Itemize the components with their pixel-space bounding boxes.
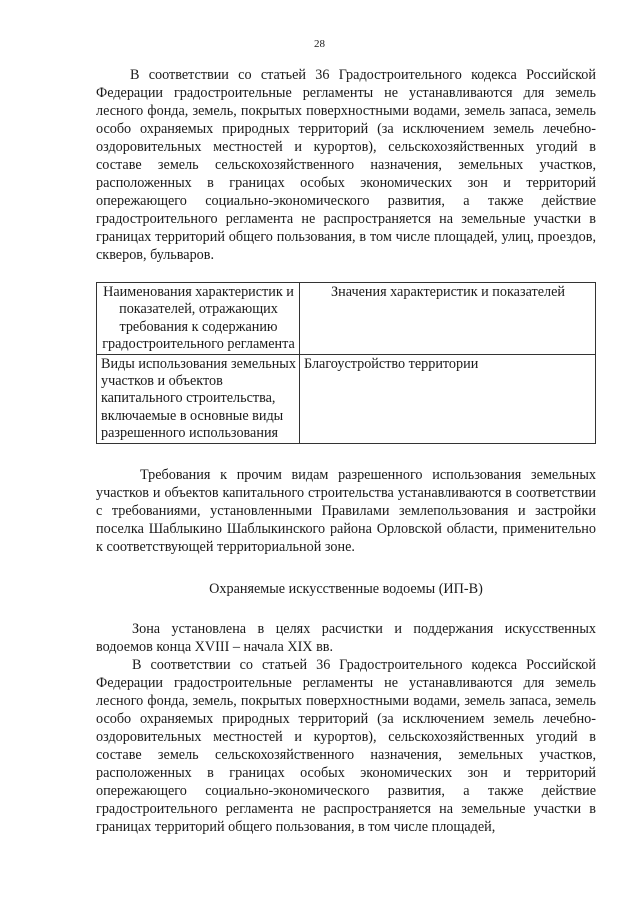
table-header-values: Значения характеристик и показателей [300, 283, 596, 355]
table-row [97, 354, 596, 443]
paragraph-zone-purpose: Зона установлена в целях расчистки и поддержания искусственных водоемов конца XVIII – начала XIX вв. [96, 620, 596, 655]
paragraph-urban-code-article-36: В соответствии со статьей 36 Градостроительного кодекса Российской Федерации градостроительные регламенты не устанавливаются для земель лесного фонда, земель, покрытых поверхностными водами, земель запаса, земель особо охраняемых природных территорий (за исключением земель лечебно-оздоровительных местностей и курортов), сельскохозяйственных угодий в составе земель сельскохозяйственного назначения, земельных участков, расположенных в границах особых экономических зон и территорий опережающего социально-экономического развития, а также действие градостроительного регламента не распространяется на земельные участки в границах территорий общего пользования, в том числе площадей, улиц, проездов, скверов, бульваров. [96, 67, 596, 263]
table-header-characteristics: Наименования характеристик и показателей, отражающих требования к содержанию градостроительного регламента [97, 283, 300, 355]
section-title: Охраняемые искусственные водоемы (ИП-В) [209, 580, 483, 597]
paragraph-other-usage-requirements: Требования к прочим видам разрешенного использования земельных участков и объектов капитального строительства устанавливаются в соответствии с требованиями, установленными Правилами землепользования и застройки поселка Шаблыкино Шаблыкинского района Орловской области, применительно к соответствующей территориальной зоне. [96, 466, 596, 555]
table-header-row [97, 283, 596, 355]
table-cell-usage-types: Виды использования земельных участков и объектов капитального строительства, включаемые в основные виды разрешенного использования [97, 354, 300, 443]
document-body [96, 66, 596, 836]
table-cell-usage-value: Благоустройство территории [300, 354, 596, 443]
paragraph-urban-code-article-36-repeat: В соответствии со статьей 36 Градостроительного кодекса Российской Федерации градостроительные регламенты не устанавливаются для земель лесного фонда, земель, покрытых поверхностными водами, земель запаса, земель особо охраняемых природных территорий (за исключением земель лечебно-оздоровительных местностей и курортов), сельскохозяйственных угодий в составе земель сельскохозяйственного назначения, земельных участков, расположенных в границах особых экономических зон и территорий опережающего социально-экономического развития, а также действие градостроительного регламента не распространяется на земельные участки в границах территорий общего пользования, в том числе площадей, [96, 656, 596, 835]
regulation-table [96, 282, 596, 444]
page-number: 28 [314, 38, 325, 50]
